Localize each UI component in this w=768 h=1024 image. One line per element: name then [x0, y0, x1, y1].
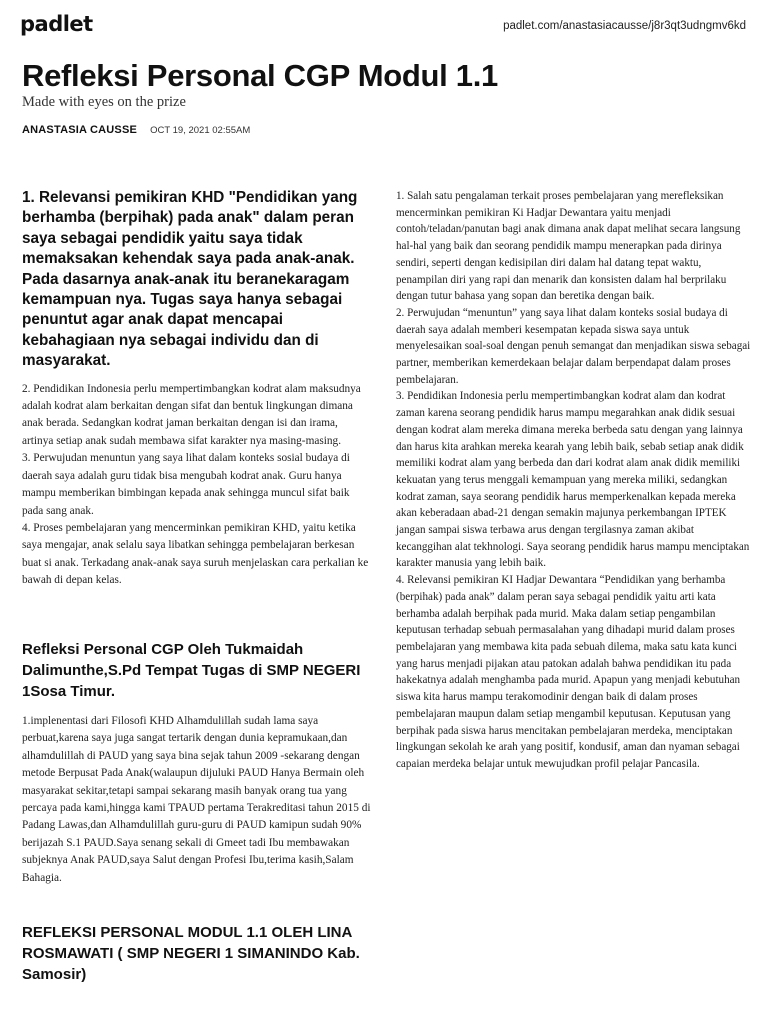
post-heading: Refleksi Personal CGP Oleh Tukmaidah Dalimunthe,S.Pd Tempat Tugas di SMP NEGERI 1Sosa Timur. — [22, 641, 361, 700]
top-bar — [0, 0, 768, 58]
post-card[interactable] — [22, 639, 372, 887]
board-title: Refleksi Personal CGP Modul 1.1 — [22, 58, 498, 93]
post-date: OCT 19, 2021 02:55AM — [150, 125, 251, 136]
post-card[interactable] — [396, 188, 752, 773]
post-heading: 1. Relevansi pemikiran KHD "Pendidikan yang berhamba (berpihak) pada anak" dalam peran saya sebagai pendidik yaitu saya tidak memaksakan kehendak saya pada anak-anak. Pada dasarnya anak-anak itu beranekaragam kemampuan nya. Tugas saya hanya sebagai penuntut agar anak dapat mencapai kebahagiaan nya sebagai individu dan di masyarakat. — [22, 189, 358, 370]
board-meta — [22, 124, 250, 136]
post-body: 1.implenentasi dari Filosofi KHD Alhamdulillah sudah lama saya perbuat,karena saya juga sangat tertarik dengan dunia kepramukaan,dan alhamdulillah di PAUD yang saya bina sejak tahun 2009 -sekarang dengan metode Berpusat Pada Anak(walaupun dijuluki PAUD Hanya Bermain oleh masyarakat sekitar,tetapi sampai sekarang masih banyak orang tua yang percaya pada kami,hingga kami TPAUD pertama Terakreditasi tahun 2015 di Padang Lawas,dan Alhamdulillah guru-guru di PAUD kamipun sudah 90% berijazah S.1 PAUD.Saya senang sekali di Gmeet tadi Ibu membawakan subjeknya Anak PAUD,saya Salut dengan Profesi Ibu,terima kasih,Salam Bahagia. — [22, 715, 371, 884]
padlet-logo[interactable]: padlet — [20, 12, 93, 36]
post-card[interactable] — [22, 922, 372, 985]
post-body: 2. Pendidikan Indonesia perlu mempertimbangkan kodrat alam maksudnya adalah kodrat alam berkaitan dengan sifat dan bentuk lingkungan dimana anak berada. Sedangkan kodrat jaman berkaitan dengan isi dan irama, artinya setiap anak sudah membawa sifat karakter nya masing-masing. 3. Perwujudan menuntun yang saya lihat dalam konteks sosial budaya di daerah saya adalah guru tidak bisa mengubah kodrat anak. Guru hanya mampu memberikan bimbingan kepada anak sehingga muncul sifat baik pada sang anak. 4. Proses pembelajaran yang mencerminkan pemikiran KHD, yaitu ketika saya mengajar, anak selalu saya libatkan sehingga pembelajaran berkesan buat si anak. Terkadang anak-anak saya suruh menjelaskan cara perkalian ke bawah di depan kelas. — [22, 382, 369, 587]
author-name: ANASTASIA CAUSSE — [22, 124, 138, 136]
post-heading: REFLEKSI PERSONAL MODUL 1.1 OLEH LINA ROSMAWATI ( SMP NEGERI 1 SIMANINDO Kab. Samosir) — [22, 924, 360, 983]
post-card[interactable] — [22, 188, 372, 590]
post-body: 1. Salah satu pengalaman terkait proses pembelajaran yang merefleksikan mencerminkan pemikiran Ki Hadjar Dewantara yaitu menjadi contoh/teladan/panutan bagi anak dimana anak dapat melihat secara langsung hal-hal yang baik dan seorang pendidik mampu menerapkan pada dirinya sendiri, seperti dengan kedisipilan diri dalam hal datang tepat waktu, penampilan diri yang rapi dan menarik dan konsisten dalam hal berprilaku dengan tutur bahasa yang sopan dan beretika dengan baik. 2. Perwujudan “menuntun” yang saya lihat dalam konteks sosial budaya di daerah saya adalah memberi kesempatan kepada siswa saya untuk menyelesaikan soal-soal dengan penuh semangat dan menjadikan siswa sebagai partner, memberikan kemerdekaan belajar dalam berpendapat dalam proses pembelajaran. 3. Pendidikan Indonesia perlu mempertimbangkan kodrat alam dan kodrat zaman karena seorang pendidik harus mampu megarahkan anak didik sesuai dengan kodrat alam mereka dimana mereka berbeda satu dengan yang lainnya dan harus kita arahkan mereka kearah yang lebih baik, sebab setiap anak didik memiliki kodrat alam yang berbeda dan dari kodrat alam anak didik memiliki kekuatan yang terus menggali kemampuan yang mereka miliki, sedangkan kodrat zaman, saya seorang pendidik harus memperkenalkan kepada mereka akan keberadaan abad-21 dengan semakin majunya perkembangan IPTEK jangan sampai siswa terbawa arus dengan tergilasnya zaman akibat kecanggihan alat tekhnologi. Saya seorang pendidik harus mampu menciptakan karakter manusia yang lebih baik. 4. Relevansi pemikiran KI Hadjar Dewantara “Pendidikan yang berhamba (berpihak) pada anak” dalam peran saya sebagai pendidik yaitu arti kata berhamba adalah berpihak pada murid. Maka dalam setiap pengambilan keputusan terhadap sebuah permasalahan yang dihadapi murid dalam proses pembelajaran yang membawa kita pada sebuah dilema, maka satu kata kunci yang harus menjadi pijakan atau patokan adalah bahwa pendidikan itu pada hakekatnya adalah menghamba pada murid. Apapun yang menjadi kebutuhan siswa kita harus mampu terakomodinir dengan baik di dalam proses pembelajaran maupun dalam setiap mengambil keputusan. Keputusan yang berpihak pada siswa harus mencitakan pembelajaran merdeka, menciptakan lingkungan sekolah ke arah yang positif, kondusif, aman dan nyaman sebagai capaian merdeka belajar untuk mewujudkan profil pelajar Pancasila. — [396, 190, 751, 770]
board-subtitle: Made with eyes on the prize — [22, 94, 186, 110]
page-url[interactable]: padlet.com/anastasiacausse/j8r3qt3udngmv6kd — [503, 20, 746, 32]
